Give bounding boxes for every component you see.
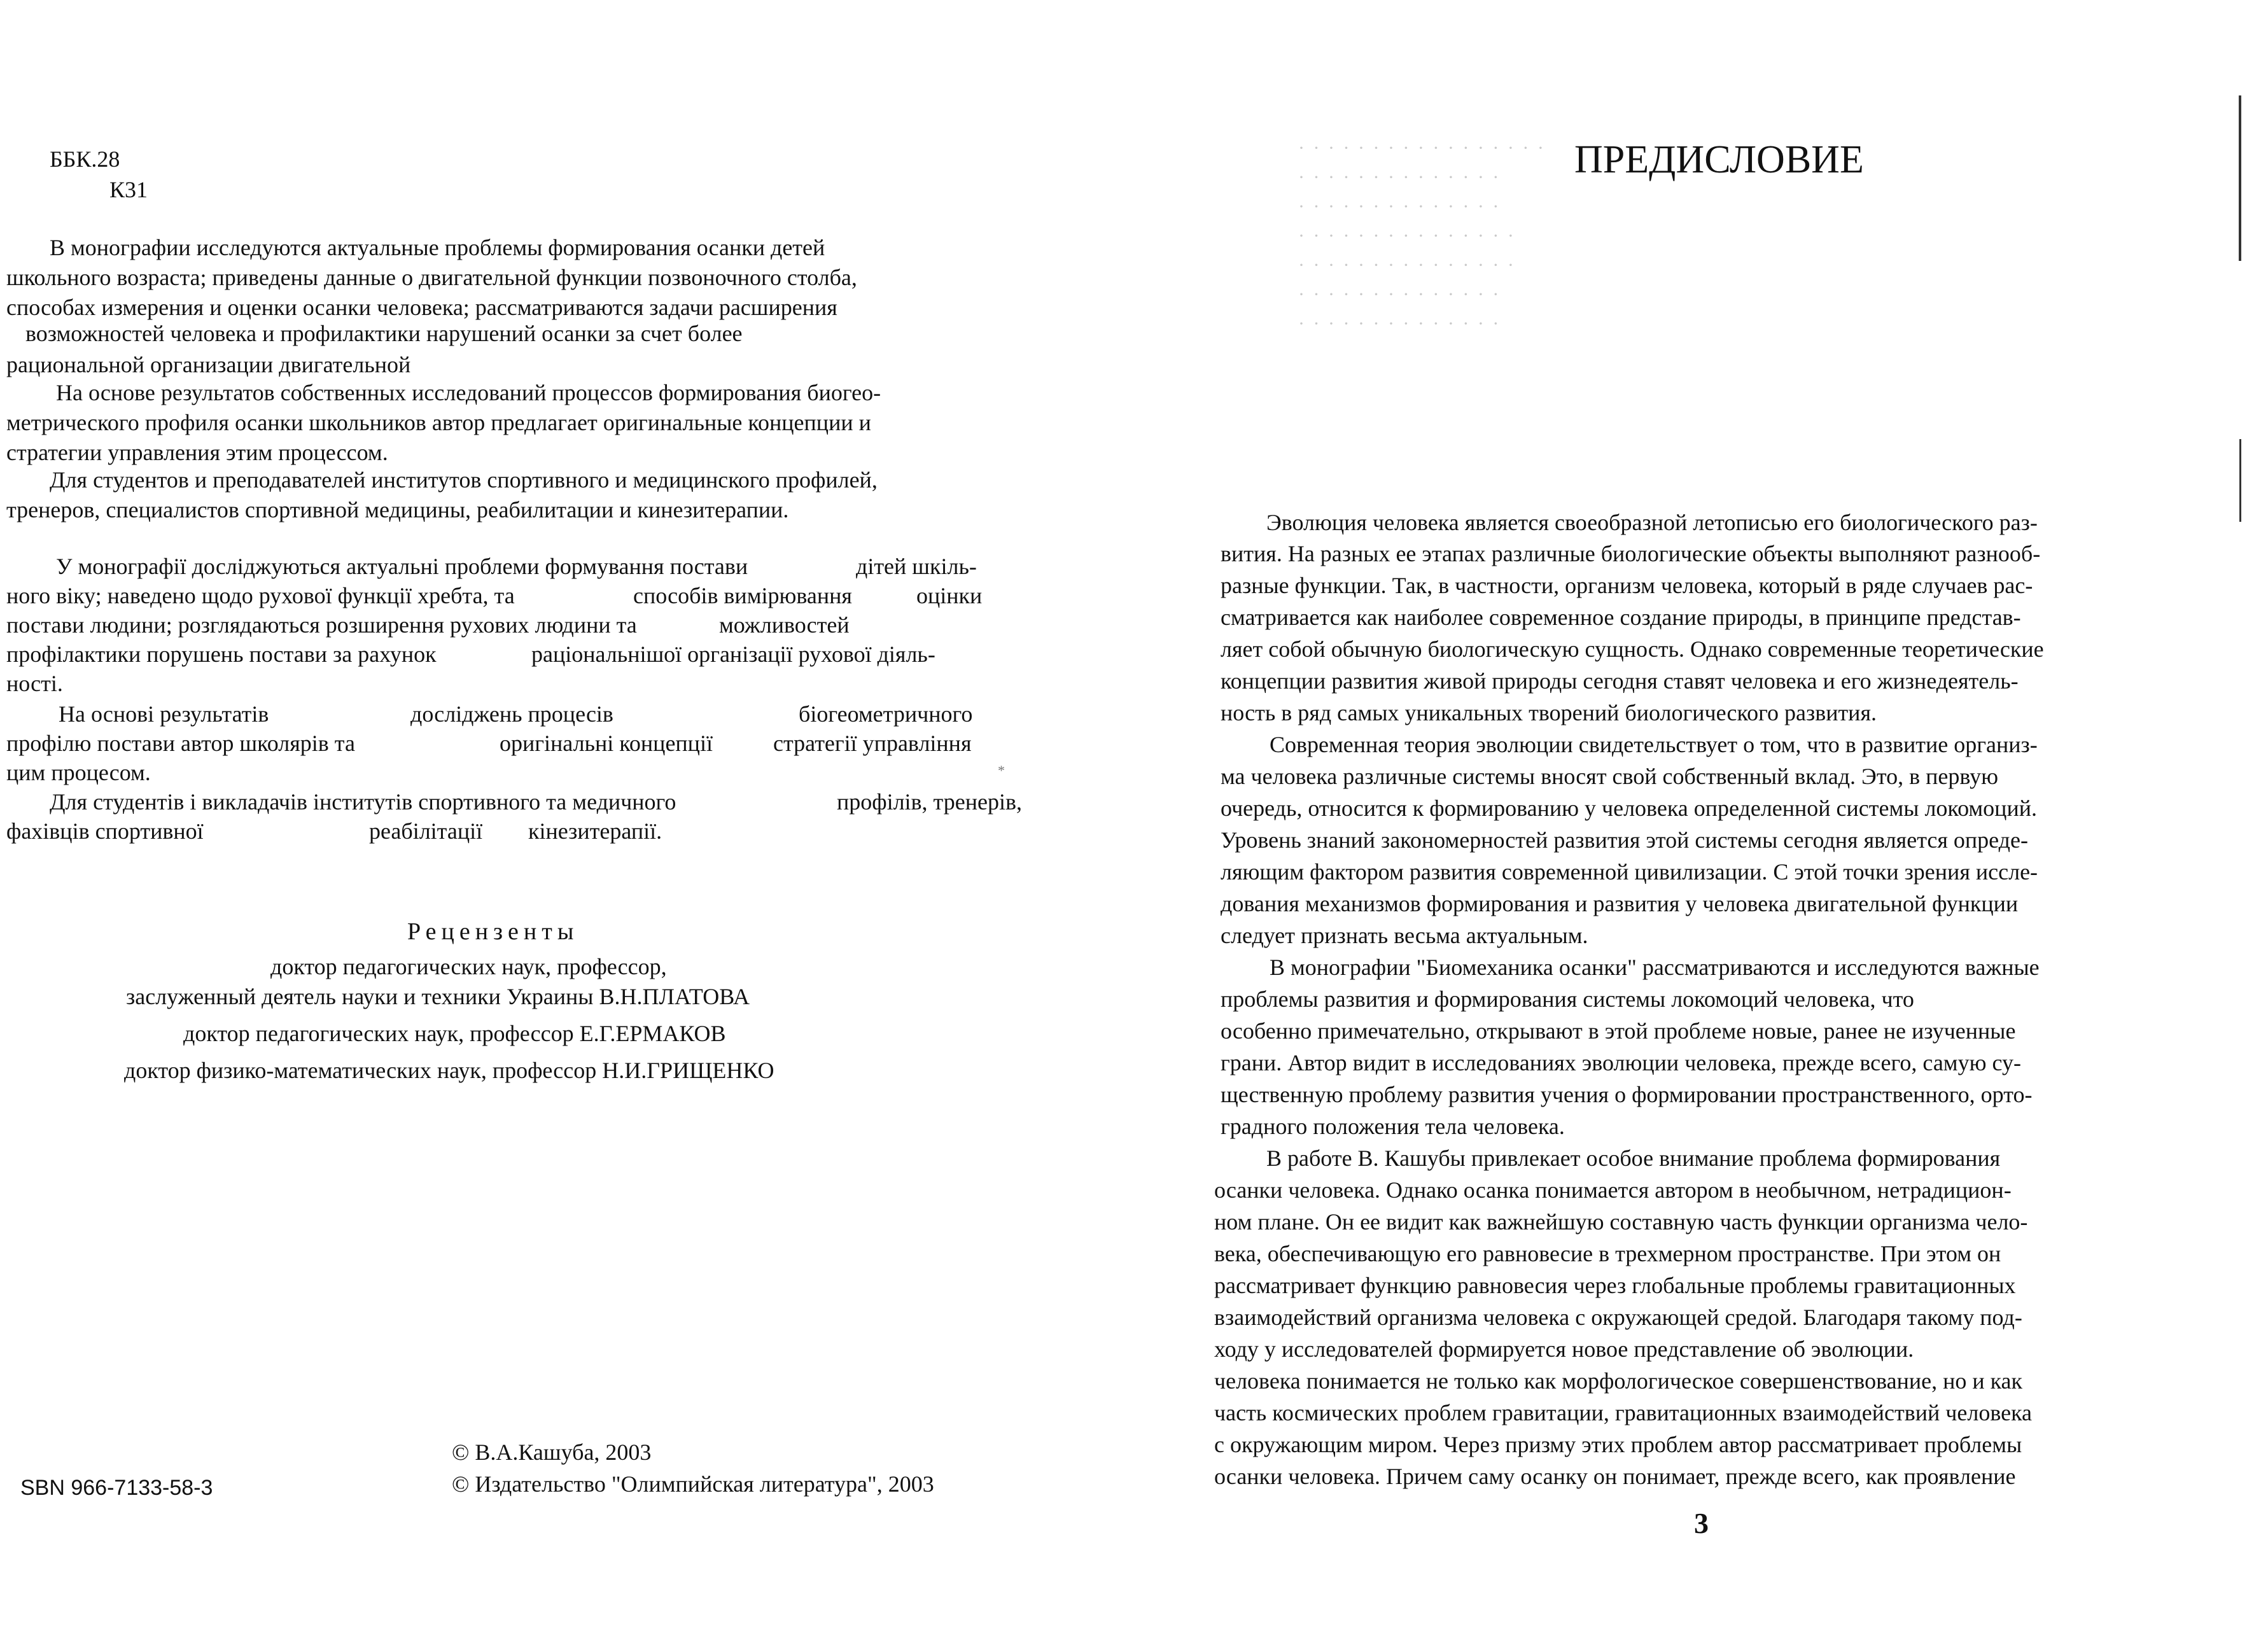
reviewer-line: доктор педагогических наук, профессор Е.Г.ЕРМАКОВ — [183, 1021, 726, 1046]
preface-line: ляет собой обычную биологическую сущность. Однако современные теоретические — [1221, 636, 2044, 662]
annotation-ru-line: возможностей человека и профилактики нарушений осанки за счет более — [25, 321, 743, 346]
bleed-through-text: · · · · · · · · · · · · · · · · · · · · · · · · · · · · · · · · · · · · · · · · · · · · · · · · · · · · · · · · · · · · · · · · · · · · · · · · · · · · · · · · · · · · · · · · · · · · · · · · · · · · · · · — [1298, 137, 1546, 334]
annotation-ua-line: У монографії досліджуються актуальні проблеми формування постави — [56, 554, 748, 579]
preface-line: Уровень знаний закономерностей развития этой системы сегодня является опреде- — [1221, 827, 2028, 853]
page-number: 3 — [1694, 1507, 1709, 1539]
preface-line: следует признать весьма актуальным. — [1221, 923, 1588, 948]
annotation-ua-line: стратегії управління — [773, 731, 972, 756]
annotation-ru-line: метрического профиля осанки школьников автор предлагает оригинальные концепции и — [6, 410, 871, 435]
preface-line: концепции развития живой природы сегодня ставят человека и его жизнедеятель- — [1221, 668, 2019, 694]
page-edge-line — [2239, 95, 2241, 261]
preface-line: человека понимается не только как морфологическое совершенствование, но и как — [1214, 1368, 2023, 1394]
reviewer-line: заслуженный деятель науки и техники Украины В.Н.ПЛАТОВА — [126, 984, 750, 1009]
preface-line: ном плане. Он ее видит как важнейшую составную часть функции организма чело- — [1214, 1209, 2028, 1235]
preface-line: осанки человека. Причем саму осанку он понимает, прежде всего, как проявление — [1214, 1464, 2016, 1489]
preface-line: ходу у исследователей формируется новое представление об эволюции. — [1214, 1336, 1914, 1362]
preface-line: Эволюция человека является своеобразной летописью его биологического раз- — [1266, 510, 2038, 535]
copyright-line: © Издательство "Олимпийская литература", 2003 — [452, 1471, 934, 1497]
preface-line: разные функции. Так, в частности, организм человека, который в ряде случаев рас- — [1221, 573, 2033, 598]
annotation-ru-line: способах измерения и оценки осанки человека; рассматриваются задачи расширения — [6, 295, 837, 320]
reviewer-line: доктор физико-математических наук, профессор Н.И.ГРИЩЕНКО — [124, 1058, 774, 1083]
annotation-ua-line: профілактики порушень постави за рахунок — [6, 641, 437, 667]
bbk-code: ББК.28 — [50, 146, 120, 172]
annotation-ua-line: постави людини; розглядаються розширення рухових людини та — [6, 612, 637, 638]
annotation-ua-line: досліджень процесів — [410, 701, 613, 727]
annotation-ua-line: реабілітації — [369, 818, 483, 844]
annotation-ua-line: можливостей — [719, 612, 850, 638]
annotation-ua-line: профілю постави автор школярів та — [6, 731, 355, 756]
preface-line: щественную проблему развития учения о формировании пространственного, орто- — [1221, 1082, 2033, 1107]
annotation-ua-line: оцінки — [916, 583, 983, 608]
preface-line: дования механизмов формирования и развития у человека двигательной функции — [1221, 891, 2019, 916]
preface-line: часть космических проблем гравитации, гравитационных взаимодействий человека — [1214, 1400, 2033, 1425]
annotation-ua-line: способів вимірювання — [633, 583, 852, 608]
annotation-ua-line: оригінальні концепції — [500, 731, 713, 756]
annotation-ua-line: профілів, тренерів, — [837, 789, 1022, 815]
annotation-ru-line: школьного возраста; приведены данные о двигательной функции позвоночного столба, — [6, 265, 857, 290]
preface-line: проблемы развития и формирования системы локомоций человека, что — [1221, 986, 1914, 1012]
annotation-ru-line: тренеров, специалистов спортивной медицины, реабилитации и кинезитерапии. — [6, 497, 789, 522]
preface-line: взаимодействий организма человека с окружающей средой. Благодаря такому под- — [1214, 1305, 2022, 1330]
preface-line: рассматривает функцию равновесия через глобальные проблемы гравитационных — [1214, 1273, 2016, 1298]
preface-line: ма человека различные системы вносят свой собственный вклад. Это, в первую — [1221, 764, 1998, 789]
reviewer-line: доктор педагогических наук, профессор, — [270, 954, 667, 979]
annotation-ua-line: ності. — [6, 671, 63, 696]
preface-line: градного положения тела человека. — [1221, 1114, 1565, 1139]
preface-line: с окружающим миром. Через призму этих проблем автор рассматривает проблемы — [1214, 1432, 2022, 1457]
annotation-ua-line: раціональнішої організації рухової діяль- — [531, 641, 935, 667]
preface-line: века, обеспечивающую его равновесие в трехмерном пространстве. При этом он — [1214, 1241, 2001, 1266]
preface-line: ность в ряд самых уникальных творений биологического развития. — [1221, 700, 1877, 725]
annotation-ua-line: фахівців спортивної — [6, 818, 204, 844]
annotation-ua-line: дітей шкіль- — [856, 554, 977, 579]
annotation-ua-line: кінезитерапії. — [528, 818, 662, 844]
reviewers-heading: Рецензенты — [407, 918, 579, 945]
annotation-ua-line: цим процесом. — [6, 760, 151, 785]
annotation-ru-line: На основе результатов собственных исследований процессов формирования биогео- — [56, 380, 881, 405]
annotation-ru-line: Для студентов и преподавателей институтов спортивного и медицинского профилей, — [50, 467, 878, 493]
page-title: ПРЕДИСЛОВИЕ — [1574, 138, 1864, 181]
preface-line: очередь, относится к формированию у человека определенной системы локомоций. — [1221, 795, 2037, 821]
annotation-ua-line: біогеометричного — [799, 701, 973, 727]
annotation-ru-line: В монографии исследуются актуальные проблемы формирования осанки детей — [50, 235, 825, 260]
preface-line: особенно примечательно, открывают в этой проблеме новые, ранее не изученные — [1221, 1018, 2016, 1044]
preface-line: грани. Автор видит в исследованиях эволюции человека, прежде всего, самую су- — [1221, 1050, 2021, 1075]
preface-line: Современная теория эволюции свидетельствует о том, что в развитие организ- — [1270, 732, 2038, 757]
annotation-ua-line: ного віку; наведено щодо рухової функції хребта, та — [6, 583, 515, 608]
annotation-ua-line: Для студентів і викладачів інститутів спортивного та медичного — [50, 789, 676, 815]
preface-line: осанки человека. Однако осанка понимается автором в необычном, нетрадицион- — [1214, 1177, 2012, 1203]
author-code: К31 — [109, 177, 148, 202]
preface-line: В работе В. Кашубы привлекает особое внимание проблема формирования — [1266, 1145, 2001, 1171]
preface-line: В монографии "Биомеханика осанки" рассматриваются и исследуются важные — [1270, 955, 2040, 980]
isbn: SBN 966-7133-58-3 — [20, 1476, 213, 1500]
copyright-line: © В.А.Кашуба, 2003 — [452, 1439, 652, 1465]
annotation-ua-line: На основі результатів — [59, 701, 269, 727]
stray-mark: * — [998, 762, 1005, 778]
annotation-ru-line: рациональной организации двигательной — [6, 352, 411, 377]
preface-line: вития. На разных ее этапах различные биологические объекты выполняют разнооб- — [1221, 541, 2041, 566]
page-edge-line — [2239, 439, 2241, 522]
annotation-ru-line: стратегии управления этим процессом. — [6, 440, 388, 465]
preface-line: ляющим фактором развития современной цивилизации. С этой точки зрения иссле- — [1221, 859, 2038, 885]
preface-line: сматривается как наиболее современное создание природы, в принципе представ- — [1221, 605, 2021, 630]
